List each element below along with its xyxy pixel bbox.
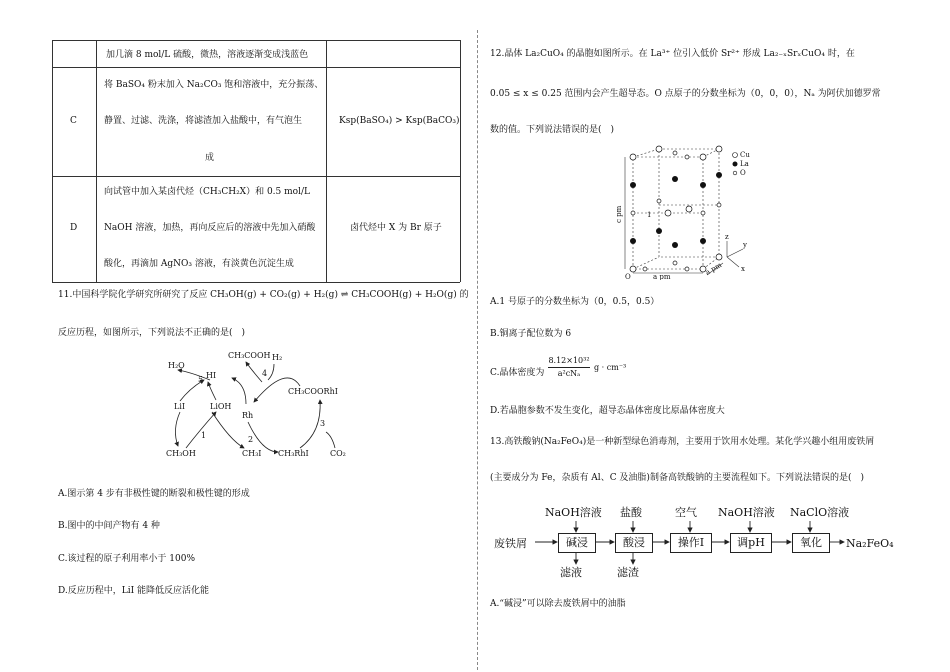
label-h2o: H₂O <box>168 361 185 370</box>
label-ch3cooh: CH₃COOH <box>228 351 271 360</box>
q13-stem-line1: 13.高铁酸钠(Na₂FeO₄)是一种新型绿色消毒剂，主要用于饮用水处理。某化学兴趣小组用废铁屑 <box>490 437 875 447</box>
table-line <box>52 282 460 283</box>
reagent-air: 空气 <box>675 506 697 519</box>
step-alkali-leach: 碱浸 <box>558 533 596 553</box>
legend-la: La <box>740 160 749 168</box>
output-residue: 滤渣 <box>617 566 639 579</box>
axis-z: z <box>725 233 729 241</box>
flow-arrows <box>480 500 880 580</box>
table-line <box>52 176 460 177</box>
table-line <box>52 67 460 68</box>
q12-stem-line2: 0.05 ≤ x ≤ 0.25 范围内会产生超导态。O 点原子的分数坐标为（0，0，0），Nₐ 为阿伏加德罗常 <box>490 89 881 99</box>
q12-stem-line1: 12.晶体 La₂CuO₄ 的晶胞如图所示。在 La³⁺ 位引入低价 Sr²⁺ 形成 La₂₋ₓSrₓCuO₄ 时，在 <box>490 49 855 59</box>
table-line <box>326 40 327 282</box>
step-1: 1 <box>201 431 207 440</box>
q11-option-c: C.该过程的原子利用率小于 100% <box>58 554 196 564</box>
axis-x: x <box>741 265 745 273</box>
step-3: 3 <box>320 419 326 428</box>
row-d-conclusion: 卤代烃中 X 为 Br 原子 <box>350 223 442 233</box>
row-c-line2: 静置、过滤、洗涤，将滤渣加入盐酸中，有气泡生 <box>104 116 303 126</box>
density-denominator: a²cNₐ <box>557 369 581 378</box>
row-d-label: D <box>70 223 78 233</box>
legend-cu: Cu <box>740 151 750 159</box>
q11-option-b: B.图中的中间产物有 4 种 <box>58 521 160 531</box>
q12-option-d: D.若晶胞参数不发生变化，超导态晶体密度比原晶体密度大 <box>490 406 725 416</box>
label-a-pm-2: a pm <box>704 261 724 277</box>
label-ch3oh: CH₃OH <box>166 449 196 458</box>
table-line <box>52 40 460 41</box>
atom-label-1: 1 <box>647 211 652 219</box>
step-4: 4 <box>262 369 268 378</box>
legend-o: O <box>740 169 746 177</box>
q11-stem-line2: 反应历程，如图所示，下列说法不正确的是( ) <box>58 328 246 338</box>
label-ch3coorhi: CH₃COORhI <box>288 387 338 396</box>
table-line <box>96 40 97 282</box>
reagent-naoh-1: NaOH溶液 <box>545 506 602 519</box>
label-lioh: LiOH <box>210 402 232 411</box>
row-d-line3: 酸化，再滴加 AgNO₃ 溶液，有淡黄色沉淀生成 <box>104 259 294 269</box>
reagent-hcl: 盐酸 <box>620 506 642 519</box>
q11-option-d: D.反应历程中，LiI 能降低反应活化能 <box>58 586 210 596</box>
output-filtrate: 滤液 <box>560 566 582 579</box>
q12-option-a: A.1 号原子的分数坐标为（0，0.5，0.5） <box>490 297 660 307</box>
row-c-line3: 成 <box>205 153 215 163</box>
density-unit: g · cm⁻³ <box>594 363 627 372</box>
row-b-continued: 加几滴 8 mol/L 硫酸，微热，溶液逐渐变成浅蓝色 <box>106 50 309 60</box>
column-divider <box>477 30 478 670</box>
label-hi: HI <box>206 371 217 380</box>
step-operation-i: 操作I <box>670 533 712 553</box>
label-ch3rhi: CH₃RhI <box>278 449 309 458</box>
label-co2: CO₂ <box>330 449 346 458</box>
q13-option-a: A.“碱浸”可以除去废铁屑中的油脂 <box>490 599 626 609</box>
label-lii: LiI <box>174 402 186 411</box>
row-c-label: C <box>70 116 77 126</box>
step-5: 5 <box>198 375 204 384</box>
row-d-line2: NaOH 溶液，加热，再向反应后的溶液中先加入硝酸 <box>104 223 316 233</box>
q12-stem-line3: 数的值。下列说法错误的是( ) <box>490 125 615 135</box>
step-2: 2 <box>248 435 254 444</box>
q11-reaction-cycle-diagram <box>150 344 360 464</box>
row-d-line1: 向试管中加入某卤代烃（CH₃CH₂X）和 0.5 mol/L <box>104 187 310 197</box>
q11-stem-line1: 11.中国科学院化学研究所研究了反应 CH₃OH(g) + CO₂(g) + H₂(g) ⇌ CH₃COOH(g) + H₂O(g) 的 <box>58 290 469 300</box>
label-rh: Rh <box>242 411 254 420</box>
product-na2feo4: Na₂FeO₄ <box>846 537 894 550</box>
table-line <box>52 40 53 282</box>
row-c-conclusion: Ksp(BaSO₄) > Ksp(BaCO₃) <box>339 116 460 126</box>
label-h2: H₂ <box>272 353 283 362</box>
row-c-line1: 将 BaSO₄ 粉末加入 Na₂CO₃ 饱和溶液中，充分振荡、 <box>104 80 324 90</box>
step-oxidation: 氧化 <box>792 533 830 553</box>
table-line <box>460 40 461 282</box>
label-a-pm-1: a pm <box>653 273 671 280</box>
label-ch3i: CH₃I <box>242 449 262 458</box>
origin-label: O <box>625 273 631 280</box>
q13-stem-line2: (主要成分为 Fe，杂质有 Al、C 及油脂)制备高铁酸钠的主要流程如下。下列说法错误的是( ) <box>490 473 864 483</box>
reagent-naclo: NaClO溶液 <box>790 506 850 519</box>
raw-iron-scrap: 废铁屑 <box>494 537 527 550</box>
q11-option-a: A.图示第 4 步有非极性键的断裂和极性键的形成 <box>58 489 250 499</box>
axis-y: y <box>743 241 747 249</box>
label-c-pm: c pm <box>615 205 623 223</box>
density-numerator: 8.12×10³² <box>548 355 590 368</box>
step-acid-leach: 酸浸 <box>615 533 653 553</box>
q12-option-c-prefix: C.晶体密度为 <box>490 368 545 378</box>
q12-crystal-cell-figure <box>615 145 775 280</box>
step-adjust-ph: 调pH <box>730 533 772 553</box>
reagent-naoh-2: NaOH溶液 <box>718 506 775 519</box>
q12-option-b: B.铜离子配位数为 6 <box>490 329 572 339</box>
